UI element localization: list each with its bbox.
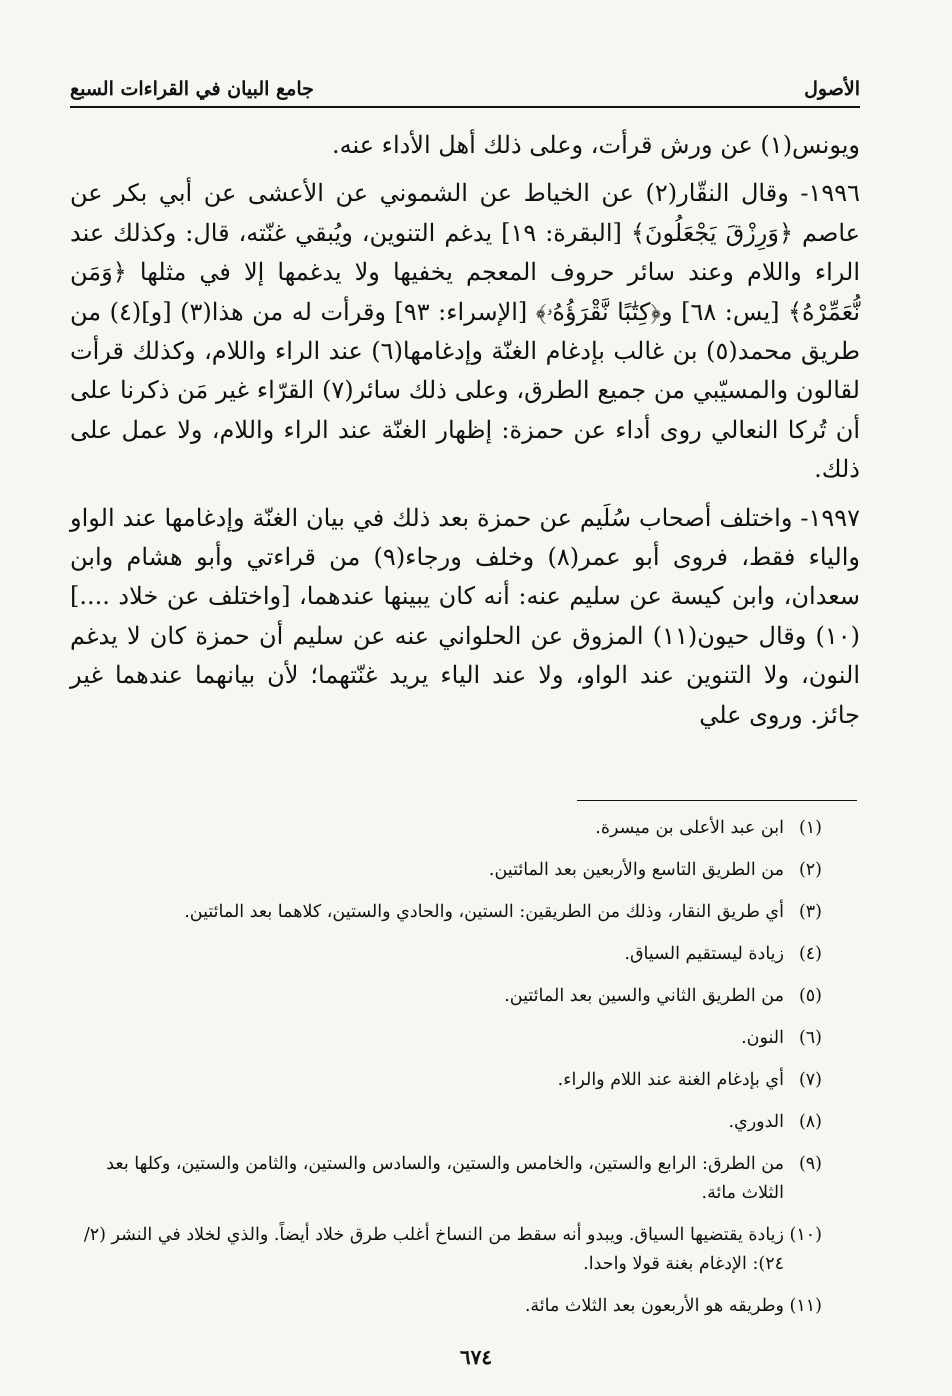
book-title: جامع البيان في القراءات السبع	[70, 78, 314, 100]
footnote-3: (٣)أي طريق النقار، وذلك من الطريقين: الستين، والحادي والستين، كلاهما بعد المائتين.	[184, 902, 822, 922]
running-header	[70, 72, 860, 108]
footnote-6: (٦)النون.	[741, 1028, 822, 1048]
paragraph-1997: ١٩٩٧- واختلف أصحاب سُلَيم عن حمزة بعد ذلك في بيان الغنّة وإدغامها عند الواو والياء فقط، فروى أبو عمر(٨) وخلف ورجاء(٩) من قراءتي وأبو هشام وابن سعدان، وابن كيسة عن سليم عنه: أنه كان يبينها عندهما، [واختلف عن خلاد ....](١٠) وقال حيون(١١) المزوق عن الحلواني عنه عن سليم أن حمزة كان لا يدغم النون، ولا التنوين عند الواو، ولا عند الياء يريد غنّتهما؛ لأن بيانهما عندهما غير جائز. وروى علي	[70, 503, 861, 729]
footnote-8: (٨)الدوري.	[728, 1112, 822, 1132]
paragraph-1996: ١٩٩٦- وقال النقّار(٢) عن الخياط عن الشموني عن الأعشى عن أبي بكر عن عاصم ﴿وَرِزْقَ يَجْعَلُونَ﴾ [البقرة: ١٩] يدغم التنوين، ويُبقي غنّته، قال: وكذلك عند الراء واللام وعند سائر حروف المعجم يخفيها ولا يدغمها إلا في مثلها ﴿وَمَن نُّعَمِّرْهُ﴾ [يس: ٦٨] و﴿كِتَٰبًا نَّقْرَؤُهُۥ﴾ [الإسراء: ٩٣] وقرأت له من هذا(٣) [و](٤) من طريق محمد(٥) بن غالب بإدغام الغنّة وإدغامها(٦) عند الراء واللام، وكذلك قرأت لقالون والمسيّبي من جميع الطرق، وعلى ذلك سائر(٧) القرّاء غير مَن ذكرنا على أن تُركا النعالي روى أداء عن حمزة: إظهار الغنّة عند الراء واللام، ولا عمل على ذلك.	[70, 179, 861, 484]
main-text	[70, 126, 860, 735]
section-title: الأصول	[804, 78, 860, 100]
footnote-11: (١١)وطريقه هو الأربعون بعد الثلاث مائة.	[524, 1296, 822, 1316]
footnote-4: (٤)زيادة ليستقيم السياق.	[624, 944, 822, 964]
footnote-10: (١٠)زيادة يقتضيها السياق. ويبدو أنه سقط من النساخ أغلب طرق خلاد أيضاً. والذي لخلاد في النشر (٢/ ٢٤): الإدغام بغنة قولا واحدا.	[83, 1225, 822, 1274]
footnote-2: (٢)من الطريق التاسع والأربعين بعد المائتين.	[488, 860, 822, 880]
footnote-5: (٥)من الطريق الثاني والسين بعد المائتين.	[504, 986, 822, 1006]
footnote-7: (٧)أي بإدغام الغنة عند اللام والراء.	[557, 1070, 822, 1090]
paragraph-1: ويونس(١) عن ورش قرأت، وعلى ذلك أهل الأداء عنه.	[331, 131, 860, 159]
footnote-1: (١)ابن عبد الأعلى بن ميسرة.	[595, 818, 822, 838]
page-number: ٦٧٤	[459, 1345, 493, 1369]
footnotes	[70, 814, 822, 1334]
footnote-separator	[577, 800, 857, 801]
footnote-9: (٩)من الطرق: الرابع والستين، والخامس والستين، والسادس والستين، والثامن والستين، وكلها بعد الثلاث مائة.	[106, 1154, 822, 1203]
